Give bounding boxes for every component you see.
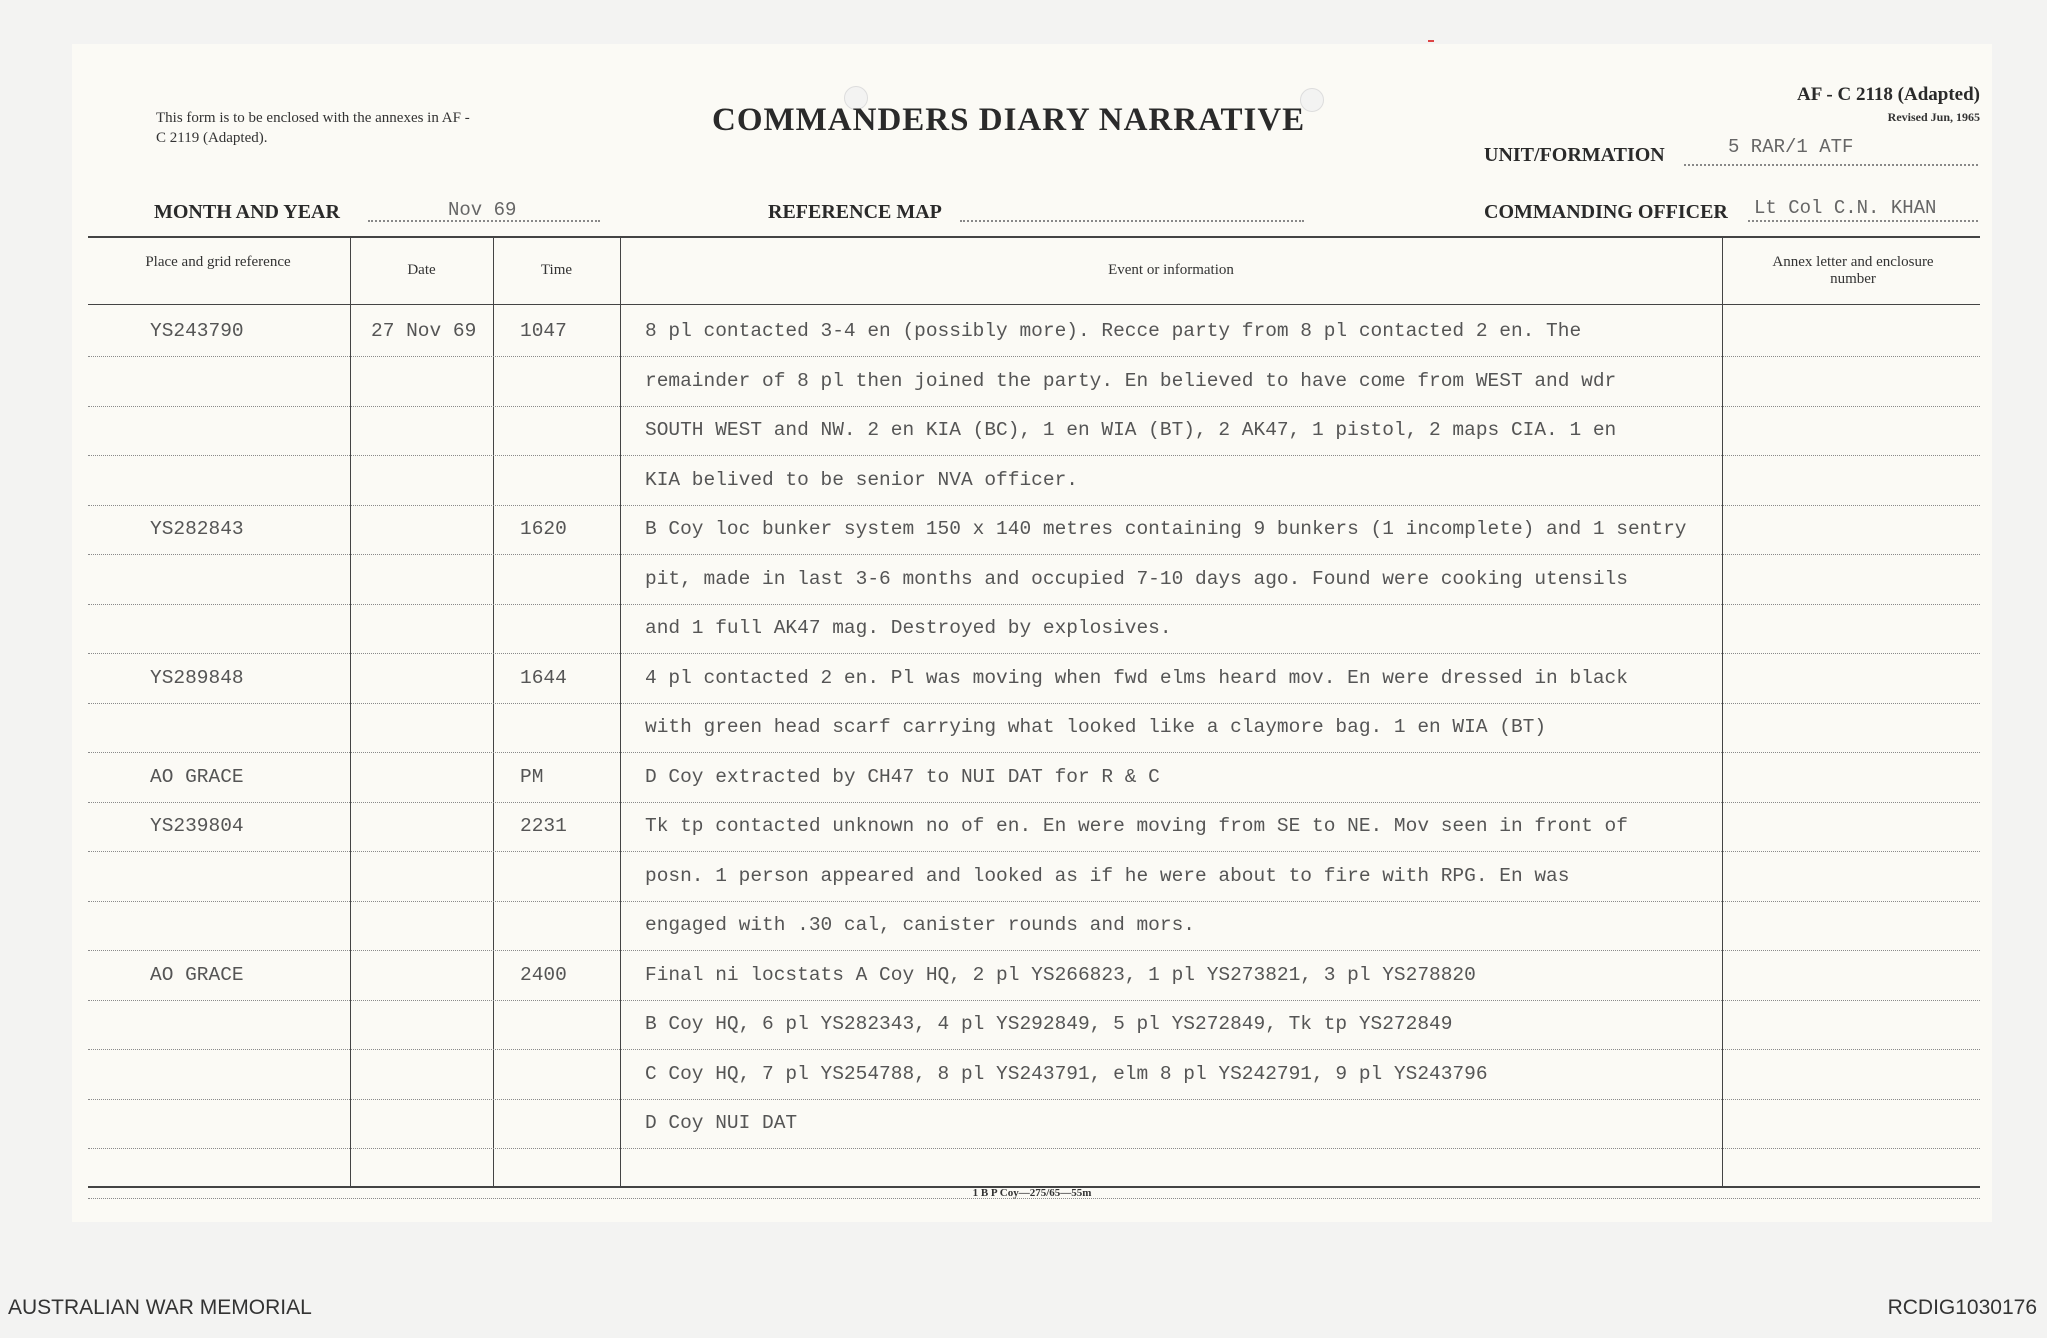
table-row <box>88 1098 1980 1149</box>
table-row <box>88 950 1980 1001</box>
place-cell: YS289848 <box>150 666 244 689</box>
event-cell: KIA belived to be senior NVA officer. <box>645 468 1078 491</box>
col-header-annex: Annex letter and enclosure number <box>1772 254 1934 287</box>
ink-mark <box>1428 40 1434 42</box>
header-rule <box>88 304 1980 305</box>
revised-date: Revised Jun, 1965 <box>1887 110 1980 124</box>
form-note: This form is to be enclosed with the annexes in AF - C 2119 (Adapted). <box>156 110 470 146</box>
place-cell: YS282843 <box>150 518 244 540</box>
commanding-officer-value: Lt Col C.N. KHAN <box>1754 197 1937 219</box>
place-cell: YS243790 <box>150 320 244 342</box>
time-cell: 2231 <box>520 815 567 837</box>
col-header-date: Date <box>407 262 436 278</box>
event-cell: 8 pl contacted 3-4 en (possibly more). Recce party from 8 pl contacted 2 en. The <box>645 320 1582 342</box>
col-header-time: Time <box>540 262 573 278</box>
date-cell: 27 Nov 69 <box>371 320 477 342</box>
event-cell: with green head scarf carrying what looked like a claymore bag. 1 en WIA (BT) <box>645 716 1547 738</box>
event-cell: Tk tp contacted unknown no of en. En were moving from SE to NE. Mov seen in front of <box>645 815 1628 837</box>
place-cell: AO GRACE <box>150 963 244 986</box>
archive-name: AUSTRALIAN WAR MEMORIAL <box>8 1296 312 1319</box>
table-row <box>88 752 1980 803</box>
table-row <box>88 603 1980 654</box>
table-row <box>88 702 1980 753</box>
event-cell: posn. 1 person appeared and looked as if he were about to fire with RPG. En was <box>645 864 1570 887</box>
event-cell: B Coy HQ, 6 pl YS282343, 4 pl YS292849, 5 pl YS272849, Tk tp YS272849 <box>645 1013 1453 1035</box>
place-cell: AO GRACE <box>150 765 244 788</box>
unit-label: UNIT/FORMATION <box>1484 144 1665 166</box>
unit-value: 5 RAR/1 ATF <box>1728 136 1854 158</box>
table-row <box>88 851 1980 902</box>
table-row <box>88 306 1980 357</box>
print-code: 1 B P Coy—275/65—55m <box>972 1187 1092 1199</box>
table-row <box>88 504 1980 555</box>
event-cell: C Coy HQ, 7 pl YS254788, 8 pl YS243791, elm 8 pl YS242791, 9 pl YS243796 <box>645 1062 1488 1085</box>
month-year-label: MONTH AND YEAR <box>154 201 340 223</box>
event-cell: SOUTH WEST and NW. 2 en KIA (BC), 1 en WIA (BT), 2 AK47, 1 pistol, 2 maps CIA. 1 en <box>645 419 1617 441</box>
event-cell: Final ni locstats A Coy HQ, 2 pl YS266823, 1 pl YS273821, 3 pl YS278820 <box>645 963 1476 986</box>
commanding-officer-label: COMMANDING OFFICER <box>1484 201 1728 223</box>
time-cell: PM <box>520 765 544 788</box>
table-row <box>88 554 1980 605</box>
unit-underline <box>1684 164 1978 166</box>
event-cell: B Coy loc bunker system 150 x 140 metres containing 9 bunkers (1 incomplete) and 1 sentry <box>645 518 1687 540</box>
table-row <box>88 801 1980 852</box>
col-header-event: Event or information <box>1108 262 1234 278</box>
event-cell: pit, made in last 3-6 months and occupied 7-10 days ago. Found were cooking utensils <box>645 567 1628 590</box>
table-row <box>88 653 1980 704</box>
col-header-place: Place and grid reference <box>145 254 291 270</box>
table-row <box>88 1049 1980 1100</box>
table-row <box>88 900 1980 951</box>
event-cell: engaged with .30 cal, canister rounds and mors. <box>645 914 1195 936</box>
event-cell: D Coy extracted by CH47 to NUI DAT for R & C <box>645 765 1160 788</box>
event-cell: 4 pl contacted 2 en. Pl was moving when fwd elms heard mov. En were dressed in black <box>645 666 1628 689</box>
form-number: AF - C 2118 (Adapted) <box>1797 84 1980 105</box>
event-cell: and 1 full AK47 mag. Destroyed by explosives. <box>645 617 1172 639</box>
reference-map-label: REFERENCE MAP <box>768 201 942 223</box>
event-cell: remainder of 8 pl then joined the party. En believed to have come from WEST and wdr <box>645 369 1617 392</box>
time-cell: 1620 <box>520 518 567 540</box>
catalogue-number: RCDIG1030176 <box>1887 1296 2037 1319</box>
table-row <box>88 405 1980 456</box>
table-row <box>88 356 1980 407</box>
time-cell: 1644 <box>520 666 567 689</box>
form-title: COMMANDERS DIARY NARRATIVE <box>712 102 1306 138</box>
table-row <box>88 455 1980 506</box>
reference-map-underline <box>960 220 1304 222</box>
form-sheet <box>72 44 1992 1222</box>
time-cell: 2400 <box>520 963 567 986</box>
diary-table <box>88 236 1980 1188</box>
commanding-officer-underline <box>1748 220 1978 222</box>
time-cell: 1047 <box>520 320 567 342</box>
month-year-value: Nov 69 <box>448 199 517 221</box>
place-cell: YS239804 <box>150 815 244 837</box>
event-cell: D Coy NUI DAT <box>645 1112 798 1134</box>
table-row <box>88 999 1980 1050</box>
